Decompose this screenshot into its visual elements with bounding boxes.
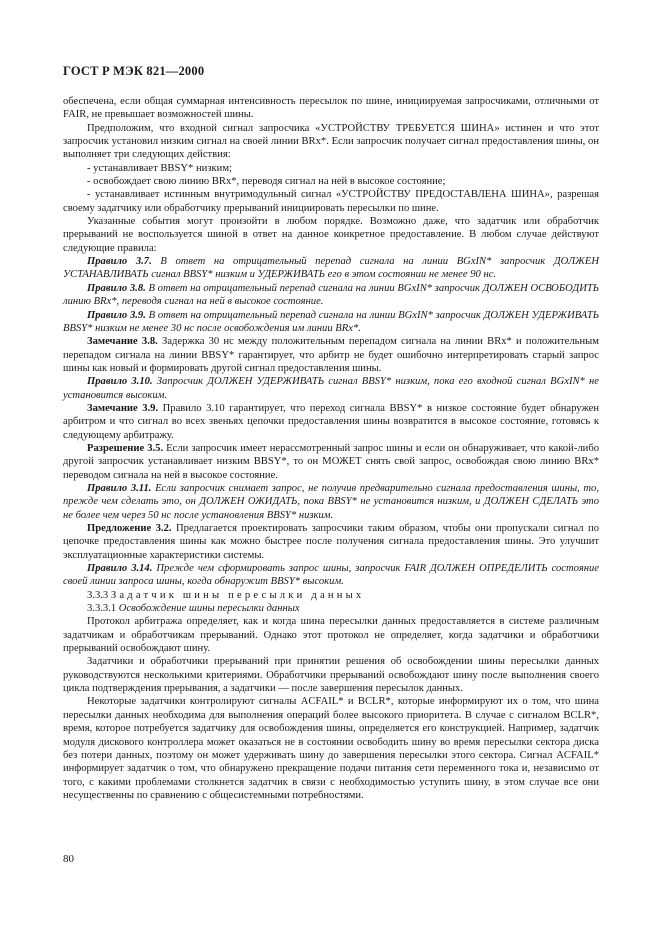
subsection-heading	[63, 602, 599, 615]
rule-text: В ответ на отрицательный перепад сигнала на линии BGxIN* запросчик ДОЛЖЕН УДЕРЖИВАТЬ BBSY* низким не менее 30 нс после освобождения им линии BRx*.	[63, 309, 600, 334]
note-paragraph	[63, 522, 599, 562]
rule-paragraph	[63, 482, 599, 522]
body-paragraph: Задатчики и обработчики прерываний при принятии решения об освобождении шины пересылки данных руководствуются несколькими критериями. Обработчики прерываний освобождают шину после выполнения своего цикла подтверждения прерывания, а задатчики — после завершения пересылок данных.	[63, 656, 599, 695]
rule-label: Правило 3.14.	[87, 563, 153, 575]
body-paragraph: Предположим, что входной сигнал запросчика «УСТРОЙСТВУ ТРЕБУЕТСЯ ШИНА» истинен и что этот запросчик установил низким сигнал на своей линии BRx*. Если запросчик получает сигнал предоставления шины, он выполняет три следующих действия:	[63, 122, 599, 161]
body-paragraph: Указанные события могут произойти в любом порядке. Возможно даже, что задатчик или обработчик прерываний не воспользуется шиной в ответ на данное конкретное предоставление. В любом случае действуют следующие правила:	[63, 216, 599, 254]
rule-paragraph	[63, 282, 599, 309]
rule-paragraph	[63, 562, 599, 589]
section-title: Задатчик шины пересылки данных	[110, 589, 365, 601]
rule-label: Правило 3.7.	[87, 256, 152, 268]
rule-label: Правило 3.9.	[87, 309, 146, 321]
rule-text: Если запросчик снимает запрос, не получив предварительно сигнала предоставления шины, то, прежде чем сделать это, он ДОЛЖЕН ОЖИДАТЬ, пока BBSY* не установится низким, и ДОЛЖЕН СДЕЛАТЬ это не более чем через 50 нс после установления BBSY* низким.	[63, 482, 599, 521]
rule-paragraph	[63, 309, 599, 336]
note-label: Предложение 3.2.	[87, 523, 172, 534]
rule-text: В ответ на отрицательный перепад сигнала на линии BGxIN* запросчик ДОЛЖЕН УСТАНАВЛИВАТЬ сигнал BBSY* низким и УДЕРЖИВАТЬ его в этом состоянии не менее 90 нс.	[63, 256, 599, 281]
note-text: Предлагается проектировать запросчики таким образом, чтобы они пропускали сигнал по цепочке предоставления шины как можно быстрее после получения сигнала предоставления шины. Это улучшит эксплуатационные характеристики системы.	[63, 523, 599, 561]
rule-label: Правило 3.10.	[87, 376, 153, 388]
body-paragraph: - устанавливает истинным внутримодульный сигнал «УСТРОЙСТВУ ПРЕДОСТАВЛЕНА ШИНА», разрешая своему задатчику или обработчику прерываний инициировать пересылки по шине.	[63, 189, 599, 214]
note-text: Правило 3.10 гарантирует, что переход сигнала BBSY* в низкое состояние будет обнаружен арбитром и что сигнал во всех звеньях цепочки предоставления шины возвратится в высокое состояние, готовясь к следующему арбитражу.	[63, 402, 599, 441]
rule-text: В ответ на отрицательный перепад сигнала на линии BGxIN* запросчик ДОЛЖЕН ОСВОБОДИТЬ линию BRx*, переводя сигнал на ней в высокое состояние.	[63, 282, 599, 308]
note-label: Замечание 3.8.	[87, 336, 158, 348]
body-text	[63, 95, 599, 802]
body-paragraph: обеспечена, если общая суммарная интенсивность пересылок по шине, инициируемая запросчиками, отличными от FAIR, не превышает возможностей шины.	[63, 96, 599, 121]
rule-paragraph	[63, 255, 599, 282]
note-paragraph	[63, 442, 599, 482]
subsection-number: 3.3.3.1	[87, 603, 117, 615]
body-paragraph: - устанавливает BBSY* низким;	[87, 162, 232, 174]
note-paragraph	[63, 335, 599, 375]
body-paragraph: - освобождает свою линию BRx*, переводя сигнал на ней в высокое состояние;	[87, 176, 446, 188]
rule-paragraph	[63, 375, 599, 402]
page-number: 80	[63, 853, 74, 865]
note-label: Разрешение 3.5.	[87, 442, 164, 454]
note-label: Замечание 3.9.	[87, 402, 159, 414]
rule-label: Правило 3.11.	[87, 482, 152, 494]
section-number: 3.3.3	[87, 589, 109, 601]
subsection-title: Освобождение шины пересылки данных	[118, 603, 300, 615]
section-heading	[63, 589, 599, 602]
rule-text: Запросчик ДОЛЖЕН УДЕРЖИВАТЬ сигнал BBSY* низким, пока его входной сигнал BGxIN* не установится высоким.	[63, 376, 599, 401]
document-header: ГОСТ Р МЭК 821—2000	[63, 64, 205, 78]
rule-label: Правило 3.8.	[87, 282, 146, 294]
note-paragraph	[63, 402, 599, 442]
rule-text: Прежде чем сформировать запрос шины, запросчик FAIR ДОЛЖЕН ОПРЕДЕЛИТЬ состояние своей линии запроса шины, когда обнаружит BBSY* высоким.	[63, 563, 600, 588]
body-paragraph: Протокол арбитража определяет, как и когда шина пересылки данных предоставляется в системе различным задатчикам и обработчикам прерываний. Однако этот протокол не определяет, когда задатчики и обработчики прерываний освобождают шину.	[63, 616, 599, 655]
note-text: Если запросчик имеет нерассмотренный запрос шины и если он обнаруживает, что какой-либо другой запросчик устанавливает низким BBSY*, то он МОЖЕТ снять свой запрос, освобождая свою линию BRx* переводом сигнала на ней в высокое состояние.	[63, 442, 600, 481]
body-paragraph: Некоторые задатчики контролируют сигналы ACFAIL* и BCLR*, которые информируют их о том, что шина пересылки данных необходима для выполнения операций более высокого приоритета. В случае с сигналом BCLR*, время, которое потребуется задатчику для освобождения шины, определяется его конструкцией. Например, задатчик модуля дискового контроллера может оказаться не в состоянии освободить шину во время пересылки сектора диска без потери данных, поэтому он может удерживать шину до завершения пересылки этого сектора. Сигнал ACFAIL* информирует задатчик о том, что обнаружено прекращение подачи питания сети переменного тока и, независимо от того, с какими проблемами столкнется задатчик в связи с необходимостью уступить шину, в этом случае все они несущественны по сравнению с общесистемными потребностями.	[63, 696, 599, 801]
note-text: Задержка 30 нс между положительным перепадом сигнала на линии BRx* и положительным перепадом сигнала на линии BBSY* гарантирует, что арбитр не будет ошибочно интерпретировать старый запрос шины как новый и формировать другой сигнал предоставления шины.	[63, 336, 599, 374]
